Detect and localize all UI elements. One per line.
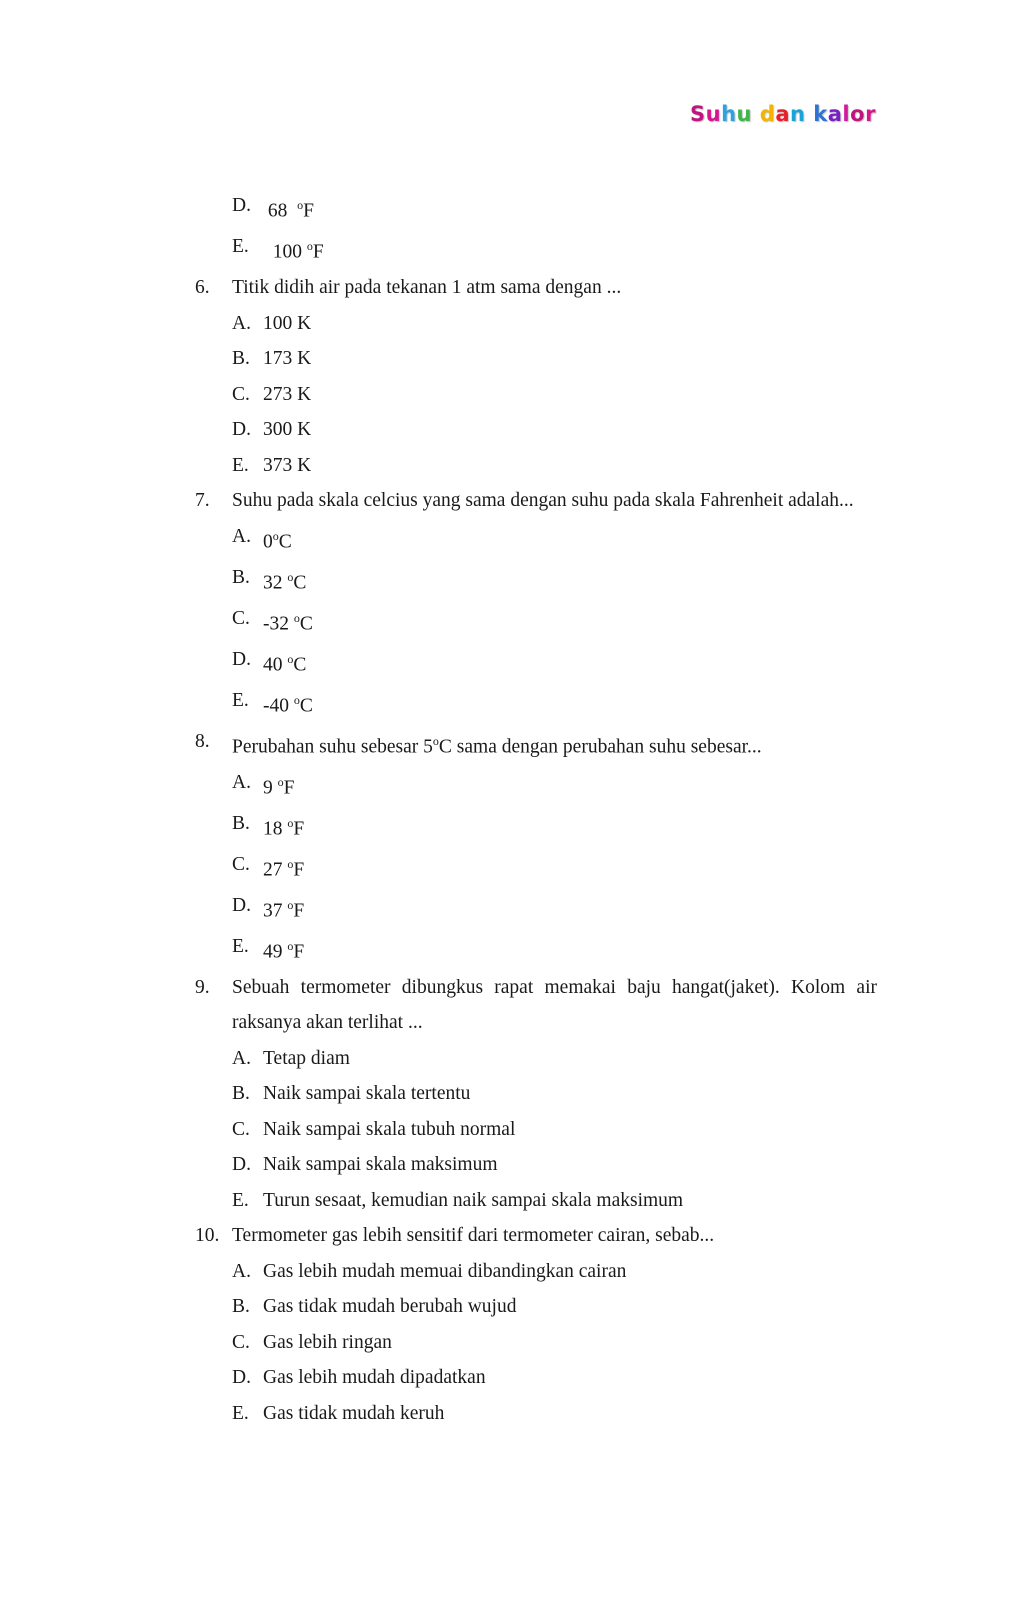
option-text: Gas lebih ringan [263, 1331, 392, 1353]
option-text: Turun sesaat, kemudian naik sampai skala maksimum [263, 1189, 684, 1211]
degree-sign: o [297, 198, 304, 212]
degree-sign: o [293, 610, 300, 625]
question-text: Sebuah termometer dibungkus rapat memakai baju hangat(jaket). Kolom air raksanya akan terlihat ... [232, 976, 877, 1033]
option-text: Gas lebih mudah dipadatkan [263, 1367, 486, 1388]
answer-option [195, 412, 877, 448]
answer-option [195, 306, 877, 342]
option-label: A. [232, 1260, 251, 1282]
option-text: 173 K [263, 348, 312, 369]
option-label: A. [232, 312, 251, 334]
degree-sign: o [306, 239, 313, 253]
question-text: Titik didih air pada tekanan 1 atm sama dengan ... [232, 277, 622, 298]
answer-option [195, 229, 877, 270]
option-text: 300 K [263, 419, 312, 440]
answer-option [195, 1254, 877, 1290]
degree-sign: o [272, 528, 279, 543]
option-label: E. [232, 454, 249, 476]
degree-sign: o [287, 938, 294, 953]
option-label: D. [232, 648, 251, 670]
option-label: D. [232, 195, 251, 216]
option-label: D. [232, 419, 251, 440]
option-label: C. [232, 1331, 250, 1353]
question-list [195, 188, 877, 1431]
degree-sign: o [287, 569, 294, 584]
answer-option [195, 448, 877, 484]
option-label: D. [232, 1154, 251, 1175]
question-item [195, 483, 877, 519]
question-number: 9. [195, 976, 210, 998]
question-text: Suhu pada skala celcius yang sama dengan suhu pada skala Fahrenheit adalah... [232, 490, 854, 511]
answer-option [195, 1396, 877, 1432]
option-label: C. [232, 383, 250, 405]
option-text: Naik sampai skala tubuh normal [263, 1118, 516, 1140]
option-label: B. [232, 566, 250, 588]
answer-option [195, 1289, 877, 1325]
answer-option [195, 1076, 877, 1112]
option-text: Gas lebih mudah memuai dibandingkan cairan [263, 1260, 627, 1282]
degree-sign: o [287, 815, 294, 830]
option-label: E. [232, 689, 249, 711]
option-label: A. [232, 771, 251, 793]
option-text: 373 K [263, 454, 312, 476]
option-text: Gas tidak mudah keruh [263, 1402, 445, 1424]
option-text: 9 $^o$F [263, 774, 295, 798]
question-item [195, 970, 877, 1041]
question-text: Perubahan suhu sebesar 5$^o$C sama dengan perubahan suhu sebesar... [232, 733, 762, 757]
option-text: 49 $^o$F [263, 938, 305, 962]
option-text: Naik sampai skala maksimum [263, 1154, 498, 1175]
question-item [195, 724, 877, 765]
option-text: 0$^o$C [263, 528, 292, 552]
option-text: 40 $^o$C [263, 651, 307, 675]
option-text: 32 $^o$C [263, 569, 307, 593]
option-label: A. [232, 1047, 251, 1069]
answer-option [195, 519, 877, 560]
option-label: E. [232, 236, 249, 257]
answer-option [195, 847, 877, 888]
option-text: 37 $^o$F [263, 897, 305, 921]
option-text: 68 $^o$F [263, 198, 314, 222]
question-number: 8. [195, 730, 210, 752]
option-text: Tetap diam [263, 1047, 350, 1069]
answer-option [195, 1147, 877, 1183]
option-text: 273 K [263, 383, 312, 405]
answer-option [195, 188, 877, 229]
option-text: 100 $^o$F [263, 239, 324, 263]
option-text: Naik sampai skala tertentu [263, 1083, 471, 1104]
answer-option [195, 765, 877, 806]
option-text: 18 $^o$F [263, 815, 305, 839]
option-text: -40 $^o$C [263, 692, 313, 716]
question-number: 6. [195, 277, 210, 298]
answer-option [195, 806, 877, 847]
answer-option [195, 560, 877, 601]
option-label: D. [232, 894, 251, 916]
option-label: E. [232, 1402, 249, 1424]
answer-option [195, 1041, 877, 1077]
option-text: -32 $^o$C [263, 610, 313, 634]
option-label: B. [232, 348, 250, 369]
question-item [195, 270, 877, 306]
option-text: Gas tidak mudah berubah wujud [263, 1296, 517, 1317]
degree-sign: o [293, 692, 300, 707]
option-label: C. [232, 607, 250, 629]
answer-option [195, 377, 877, 413]
answer-option [195, 1112, 877, 1148]
degree-sign: o [287, 856, 294, 871]
answer-option [195, 1360, 877, 1396]
option-text: 100 K [263, 312, 312, 334]
degree-sign: o [432, 733, 439, 748]
answer-option [195, 888, 877, 929]
answer-option [195, 341, 877, 377]
option-label: E. [232, 1189, 249, 1211]
option-label: D. [232, 1367, 251, 1388]
answer-option [195, 683, 877, 724]
degree-sign: o [287, 651, 294, 666]
answer-option [195, 601, 877, 642]
answer-option [195, 642, 877, 683]
question-number: 7. [195, 490, 210, 511]
option-label: B. [232, 1296, 250, 1317]
answer-option [195, 1325, 877, 1361]
option-text: 27 $^o$F [263, 856, 305, 880]
answer-option [195, 1183, 877, 1219]
question-text: Termometer gas lebih sensitif dari termometer cairan, sebab... [232, 1225, 715, 1246]
option-label: C. [232, 853, 250, 875]
option-label: B. [232, 1083, 250, 1104]
option-label: B. [232, 812, 250, 834]
degree-sign: o [277, 774, 284, 789]
degree-sign: o [287, 897, 294, 912]
option-label: A. [232, 525, 251, 547]
question-item [195, 1218, 877, 1254]
question-number: 10. [195, 1225, 220, 1246]
answer-option [195, 929, 877, 970]
header-title: Suhu dan kalor [690, 102, 876, 126]
option-label: E. [232, 935, 249, 957]
option-label: C. [232, 1118, 250, 1140]
